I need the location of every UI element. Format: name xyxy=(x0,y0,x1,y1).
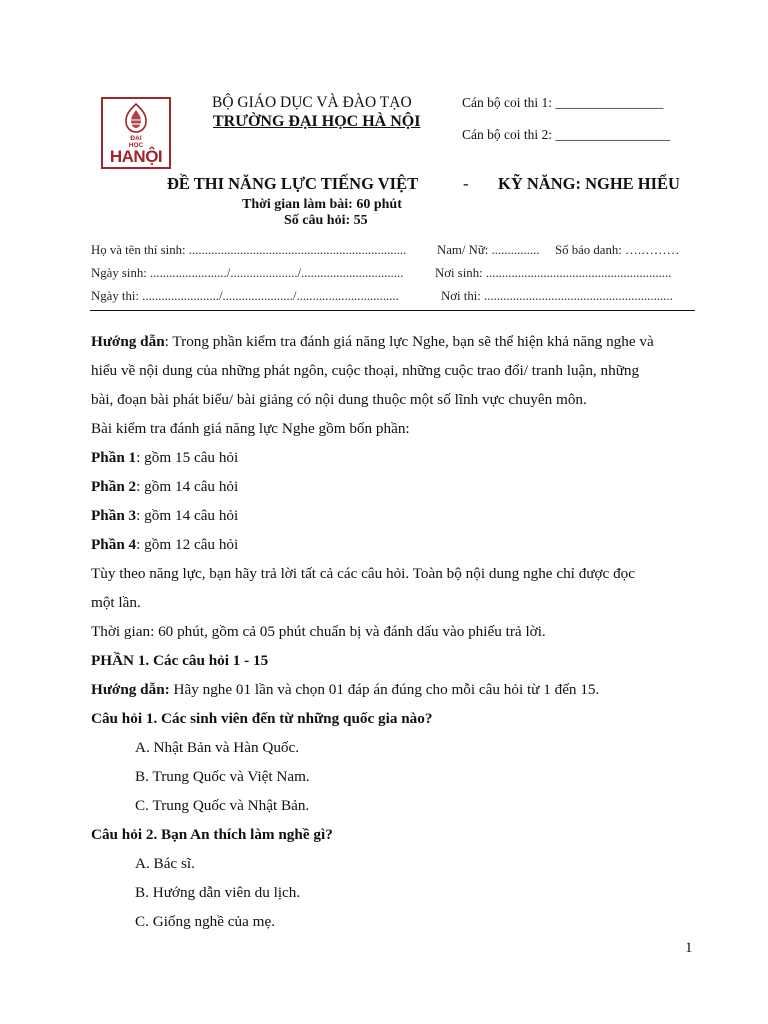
instructions-line-3: bài, đoạn bài phát biểu/ bài giảng có nội dung thuộc một số lĩnh vực chuyên môn. xyxy=(91,391,587,408)
instructions-line-1 xyxy=(91,333,654,351)
part-text: : gồm 14 câu hỏi xyxy=(136,507,239,524)
part-label: Phần 4 xyxy=(91,536,137,553)
part-label: Phần 3 xyxy=(91,507,137,524)
answer-option: C. Giống nghề của mẹ. xyxy=(135,913,276,930)
section-guide-text: Hãy nghe 01 lần và chọn 01 đáp án đúng cho mỗi câu hỏi từ 1 đến 15. xyxy=(169,681,600,698)
logo-text-main: HANỘI xyxy=(109,147,163,166)
note-line-1: Tùy theo năng lực, bạn hãy trả lời tất cả các câu hỏi. Toàn bộ nội dung nghe chỉ được đọc xyxy=(91,565,636,582)
time-note: Thời gian: 60 phút, gồm cả 05 phút chuẩn bị và đánh dấu vào phiếu trả lời. xyxy=(91,623,546,640)
ministry-name: BỘ GIÁO DỤC VÀ ĐÀO TẠO xyxy=(212,94,412,111)
exam-skill: KỸ NĂNG: NGHE HIỂU xyxy=(498,174,680,193)
page-number: 1 xyxy=(685,940,693,956)
answer-option: C. Trung Quốc và Nhật Bản. xyxy=(135,797,310,814)
section-heading: PHẦN 1. Các câu hỏi 1 - 15 xyxy=(91,652,269,669)
logo-text-top: ĐẠI HỌC xyxy=(128,135,144,149)
section-guide xyxy=(91,681,599,699)
exam-date-field: Ngày thi: ......................../....................../................................ xyxy=(91,289,399,303)
parts-intro: Bài kiểm tra đánh giá năng lực Nghe gồm bốn phần: xyxy=(91,420,410,437)
answer-option: B. Trung Quốc và Việt Nam. xyxy=(135,768,310,785)
title-separator: - xyxy=(463,174,469,193)
instructions-text-1: : Trong phần kiểm tra đánh giá năng lực Nghe, bạn sẽ thể hiện khả năng nghe và xyxy=(164,333,654,350)
part-text: : gồm 14 câu hỏi xyxy=(136,478,239,495)
answer-option: A. Bác sĩ. xyxy=(135,855,195,872)
place-of-birth-field: Nơi sinh: .......................................................... xyxy=(435,266,672,280)
part-text: : gồm 15 câu hỏi xyxy=(136,449,239,466)
instructions-label: Hướng dẫn xyxy=(91,333,165,350)
section-guide-label: Hướng dẫn: xyxy=(91,681,170,698)
part-text: : gồm 12 câu hỏi xyxy=(136,536,239,553)
part-label: Phần 2 xyxy=(91,478,137,495)
logo-emblem-icon xyxy=(121,102,151,134)
university-name: TRƯỜNG ĐẠI HỌC HÀ NỘI xyxy=(213,113,421,130)
exam-place-field: Nơi thi: ........................................................... xyxy=(441,289,673,303)
part-item xyxy=(91,449,238,467)
exam-title: ĐỀ THI NĂNG LỰC TIẾNG VIỆT xyxy=(167,174,419,193)
answer-option: A. Nhật Bản và Hàn Quốc. xyxy=(135,739,300,756)
answer-option: B. Hướng dẫn viên du lịch. xyxy=(135,884,301,901)
note-line-2: một lần. xyxy=(91,594,141,611)
date-of-birth-field: Ngày sinh: ......................../...................../................................ xyxy=(91,266,404,280)
part-label: Phần 1 xyxy=(91,449,137,466)
gender-field: Nam/ Nữ: ............... xyxy=(437,243,540,257)
exam-duration: Thời gian làm bài: 60 phút xyxy=(242,197,402,212)
student-id-field: Số báo danh: ….……… xyxy=(555,243,680,257)
question-1: Câu hỏi 1. Các sinh viên đến từ những quốc gia nào? xyxy=(91,710,433,727)
part-item xyxy=(91,507,238,525)
question-2: Câu hỏi 2. Bạn An thích làm nghề gì? xyxy=(91,826,333,843)
header-divider xyxy=(90,310,695,311)
proctor-2-field: Cán bộ coi thi 2: _________________ xyxy=(462,127,671,142)
part-item xyxy=(91,478,238,496)
proctor-1-field: Cán bộ coi thi 1: ________________ xyxy=(462,95,664,110)
instructions-line-2: hiểu về nội dung của những phát ngôn, cuộc thoại, những cuộc trao đổi/ tranh luận, những xyxy=(91,362,640,379)
part-item xyxy=(91,536,238,554)
candidate-name-field: Họ và tên thí sinh: .................................................................... xyxy=(91,243,407,257)
question-count: Số câu hỏi: 55 xyxy=(284,213,368,228)
university-logo xyxy=(101,97,171,169)
